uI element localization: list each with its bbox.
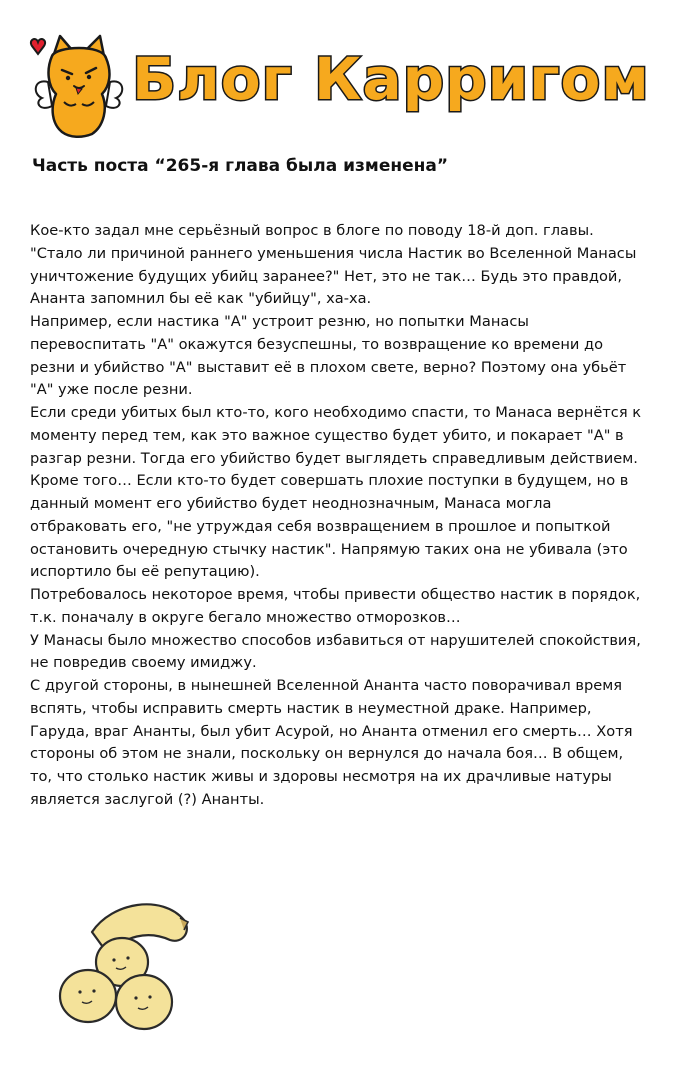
post-paragraph: Потребовалось некоторое время, чтобы привести общество настик в порядок, т.к. поначалу в округе бегало множество отморозков… (30, 586, 641, 626)
post-body (30, 220, 642, 812)
post-paragraph: Кое-кто задал мне серьёзный вопрос в блоге по поводу 18-й доп. главы. "Стало ли причиной раннего уменьшения числа Настик во Вселенной Манасы уничтожение будущих убийц заранее?" Нет, это не так… Будь это правдой, Ананта запомнил бы её как "убийцу", ха-ха. (30, 222, 637, 308)
post-paragraph: Например, если настика "А" устроит резню, но попытки Манасы перевоспитать "А" окажутся безуспешны, то возвращение ко времени до резни и убийство "А" выставит её в плохом свете, верно? Поэтому она убьёт "А" уже после резни. (30, 313, 627, 399)
post-paragraph: Кроме того… Если кто-то будет совершать плохие поступки в будущем, но в данный момент его убийство будет неоднозначным, Манаса могла отбраковать его, "не утруждая себя возвращением в прошлое и попыткой остановить очередную стычку настик". Напрямую таких она не убивала (это испортило бы её репутацию). (30, 472, 629, 581)
post-paragraph: Если среди убитых был кто-то, кого необходимо спасти, то Манаса вернётся к моменту перед тем, как это важное существо будет убито, и покарает "А" в разгар резни. Тогда его убийство будет выглядеть справедливым действием. (30, 404, 642, 467)
blog-header (0, 0, 690, 150)
post-paragraph: У Манасы было множество способов избавиться от нарушителей спокойствия, не повредив своему имиджу. (30, 631, 641, 672)
blog-title: Блог Карригом (132, 45, 650, 113)
post-subtitle: Часть поста “265-я глава была изменена” (32, 156, 449, 176)
winged-cat-mascot-icon (26, 32, 130, 140)
post-paragraph: С другой стороны, в нынешней Вселенной Ананта часто поворачивал время вспять, чтобы исправить смерть настик в неуместной драке. Например, Гаруда, враг Ананты, был убит Асурой, но Ананта отменил его смерть… Хотя стороны об этом не знали, поскольку он вернулся до начала боя… В общем, то, что столько настик живы и здоровы несмотря на их драчливые натуры является заслугой (?) Ананты. (30, 677, 633, 808)
banana-slices-icon (52, 892, 192, 1042)
